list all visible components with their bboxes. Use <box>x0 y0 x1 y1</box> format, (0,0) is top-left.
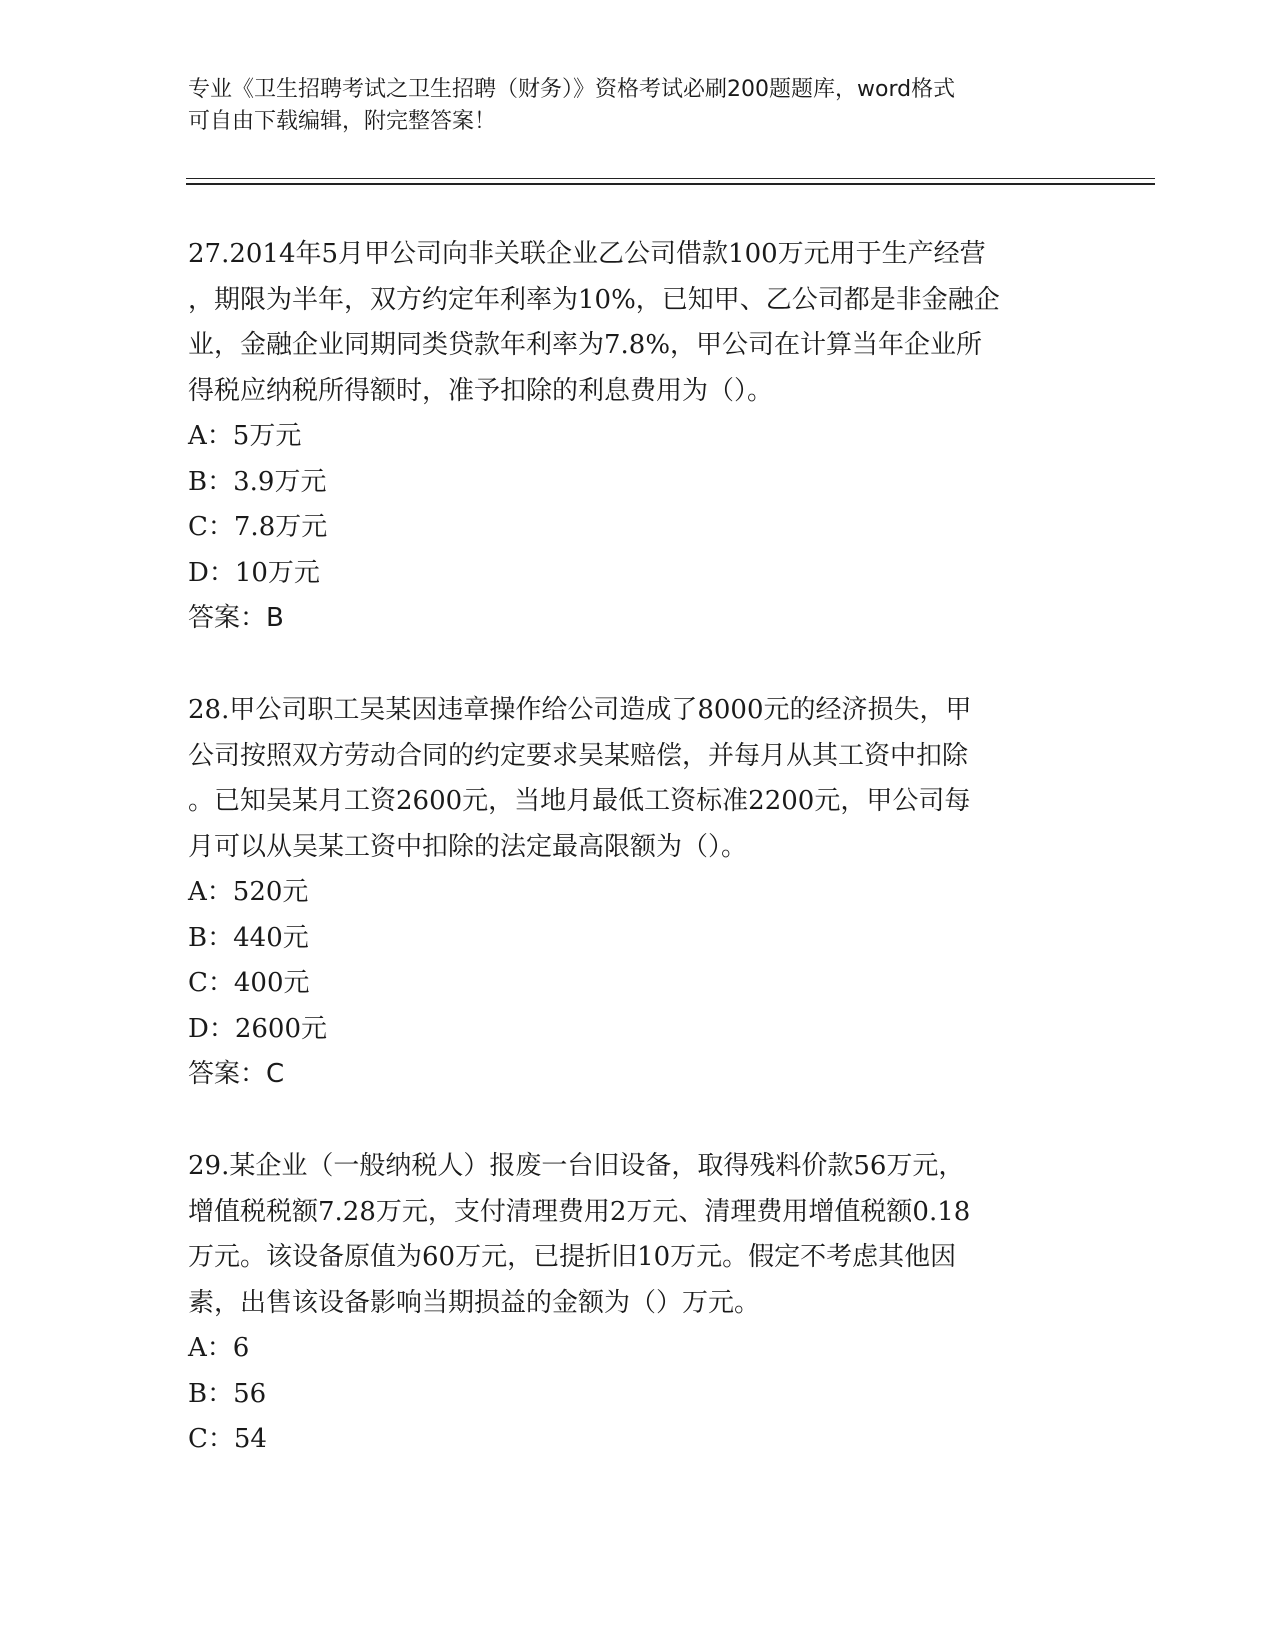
question-27 <box>188 232 1088 642</box>
question-28 <box>188 688 1088 1098</box>
question-stem-line: 得税应纳税所得额时，准予扣除的利息费用为（）。 <box>188 375 774 406</box>
question-stem-line: 万元。该设备原值为60万元，已提折旧10万元。假定不考虑其他因 <box>188 1242 957 1272</box>
option-b: B：440元 <box>188 922 309 953</box>
question-stem-line: 29.某企业（一般纳税人）报废一台旧设备，取得残料价款56万元， <box>188 1151 965 1181</box>
question-stem-line: ，期限为半年，双方约定年利率为10%，已知甲、乙公司都是非金融企 <box>188 284 1000 315</box>
question-stem-line: 素，出售该设备影响当期损益的金额为（）万元。 <box>188 1287 761 1318</box>
option-a: A：5万元 <box>188 421 302 451</box>
header-title-line-2: 可自由下载编辑，附完整答案！ <box>188 109 497 134</box>
header-divider-thick <box>186 183 1155 185</box>
question-29 <box>188 1144 1088 1463</box>
question-stem-line: 公司按照双方劳动合同的约定要求吴某赔偿，并每月从其工资中扣除 <box>188 740 969 771</box>
header-title-line-1: 专业《卫生招聘考试之卫生招聘（财务）》资格考试必刷200题题库，word格式 <box>188 77 956 102</box>
option-b: B：3.9万元 <box>188 466 327 497</box>
header-divider-thin <box>186 178 1155 179</box>
option-c: C：7.8万元 <box>188 512 328 542</box>
answer-label: 答案：C <box>188 1059 285 1089</box>
option-a: A：520元 <box>188 877 309 907</box>
question-stem-line: 28.甲公司职工吴某因违章操作给公司造成了8000元的经济损失，甲 <box>188 695 972 725</box>
document-header <box>188 74 1068 138</box>
option-c: C：54 <box>188 1424 267 1454</box>
question-stem-line: 。已知吴某月工资2600元，当地月最低工资标准2200元，甲公司每 <box>188 786 971 816</box>
question-stem-line: 月可以从吴某工资中扣除的法定最高限额为（）。 <box>188 831 748 862</box>
answer-label: 答案：B <box>188 603 284 633</box>
option-d: D：10万元 <box>188 557 320 588</box>
question-stem-line: 业，金融企业同期同类贷款年利率为7.8%，甲公司在计算当年企业所 <box>188 330 983 360</box>
question-stem-line: 27.2014年5月甲公司向非关联企业乙公司借款100万元用于生产经营 <box>188 239 986 269</box>
option-b: B：56 <box>188 1378 267 1409</box>
option-c: C：400元 <box>188 968 310 998</box>
option-a: A：6 <box>188 1333 250 1363</box>
option-d: D：2600元 <box>188 1013 328 1044</box>
question-stem-line: 增值税税额7.28万元，支付清理费用2万元、清理费用增值税额0.18 <box>188 1196 971 1227</box>
